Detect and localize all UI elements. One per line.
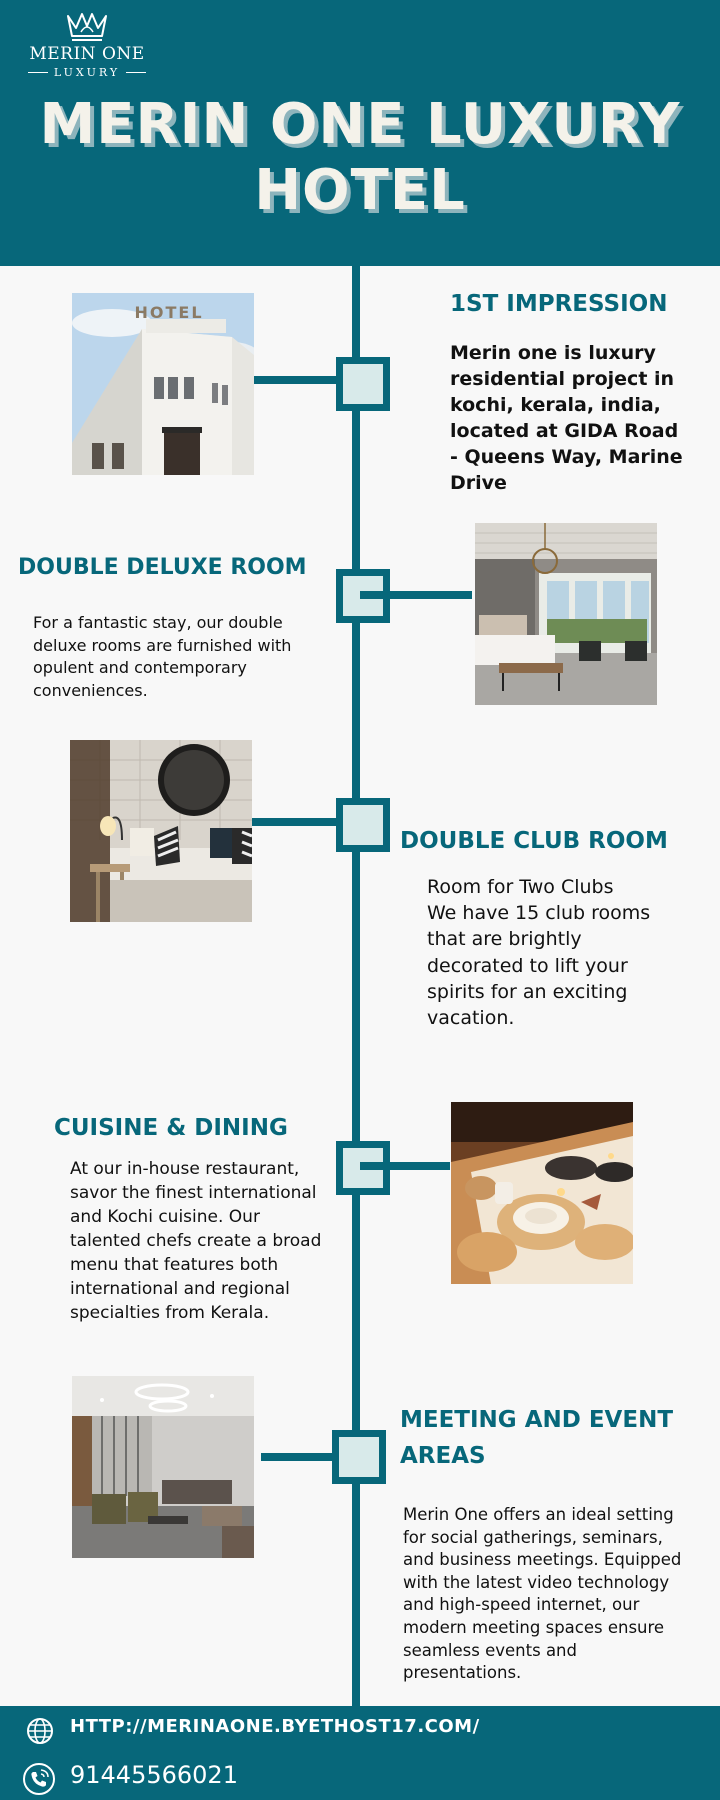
section-body-cuisine-dining: At our in-house restaurant, savor the finest international and Kochi cuisine. Our talented chefs create a broad menu that features both international and regional specialties from Kerala. — [70, 1159, 322, 1323]
hotel-sign: HOTEL — [134, 303, 204, 322]
section-body-meeting-event: Merin One offers an ideal setting for social gatherings, seminars, and business meetings. Equipped with the latest video technology and high-speed internet, our modern meeting spaces ensure seamless events and presentations. — [403, 1505, 682, 1683]
page-footer — [0, 1706, 720, 1800]
deluxe-bedroom-photo — [475, 523, 657, 705]
section-title-double-club: DOUBLE CLUB ROOM — [400, 828, 668, 854]
logo-name: MERIN ONE — [29, 44, 145, 64]
website-link[interactable]: HTTP://MERINAONE.BYETHOST17.COM/ — [70, 1716, 480, 1737]
hotel-building-photo — [72, 293, 254, 475]
divider — [126, 72, 146, 73]
globe-icon — [25, 1716, 55, 1746]
divider — [28, 72, 48, 73]
timeline-node — [336, 357, 390, 411]
crown-icon — [64, 10, 110, 42]
page-title: MERIN ONE LUXURY HOTEL — [39, 92, 681, 223]
timeline-node — [336, 798, 390, 852]
dining-table-photo — [451, 1102, 633, 1284]
section-title-double-deluxe: DOUBLE DELUXE ROOM — [18, 555, 307, 580]
section-body-double-club: Room for Two Clubs We have 15 club rooms that are brightly decorated to lift your spirits for an exciting vacation. — [427, 876, 651, 1030]
section-title-cuisine-dining: CUISINE & DINING — [54, 1115, 288, 1141]
section-body-first-impression: Merin one is luxury residential project in kochi, kerala, india, located at GIDA Road - Queens Way, Marine Drive — [450, 342, 683, 494]
logo-tagline — [22, 66, 152, 79]
phone-number[interactable]: 91445566021 — [70, 1761, 238, 1789]
phone-icon — [22, 1762, 56, 1796]
meeting-lounge-photo — [72, 1376, 254, 1558]
page-header — [0, 0, 720, 266]
connector — [360, 591, 472, 599]
section-title-first-impression: 1ST IMPRESSION — [450, 291, 668, 317]
logo — [22, 10, 152, 79]
connector — [360, 1162, 450, 1170]
club-room-photo — [70, 740, 252, 922]
section-body-double-deluxe: For a fantastic stay, our double deluxe rooms are furnished with opulent and contemporary conveniences. — [33, 613, 292, 700]
timeline-line — [352, 266, 360, 1706]
section-title-meeting-event: MEETING AND EVENT AREAS — [400, 1407, 674, 1469]
timeline-node — [332, 1430, 386, 1484]
logo-sub: LUXURY — [53, 66, 121, 79]
